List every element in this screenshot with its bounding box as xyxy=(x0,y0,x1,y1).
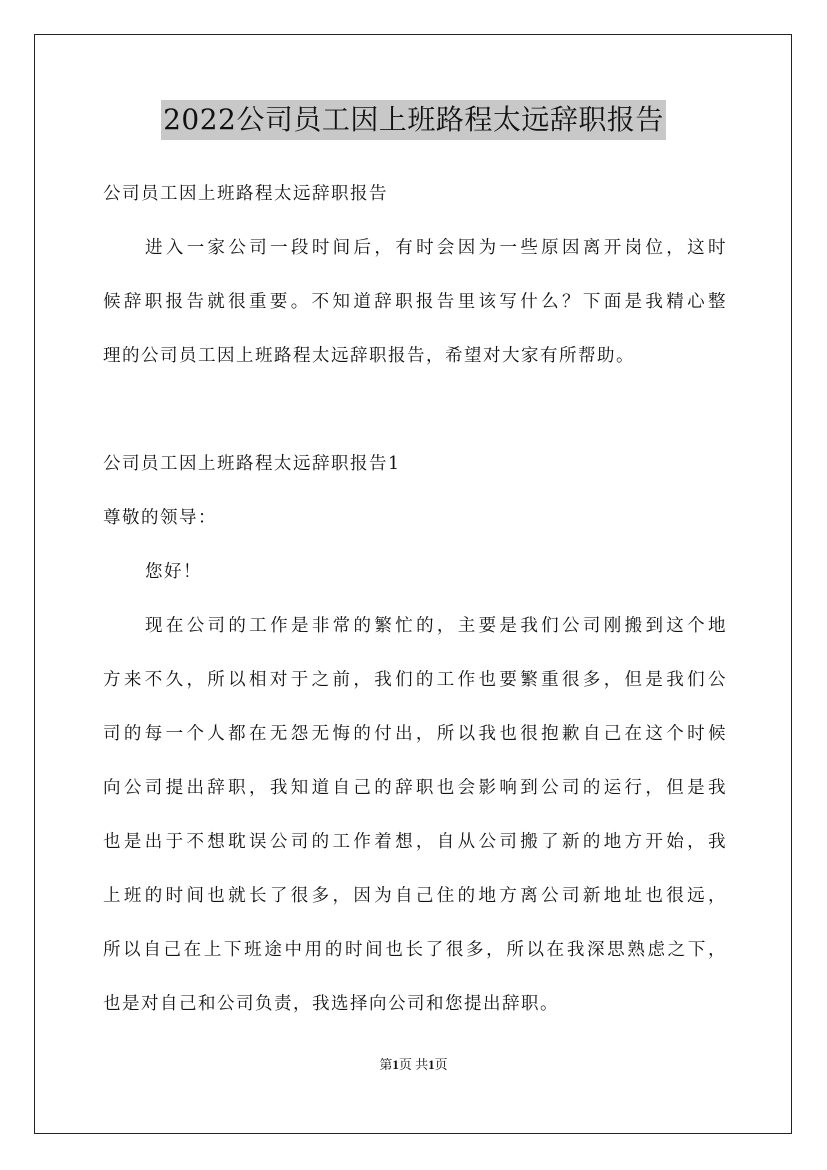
body-line: 向公司提出辞职，我知道自己的辞职也会影响到公司的运行，但是我 xyxy=(103,778,727,798)
body-line: 也是出于不想耽误公司的工作着想，自从公司搬了新的地方开始，我 xyxy=(103,832,727,852)
document-title-text: 2022公司员工因上班路程太远辞职报告 xyxy=(161,100,666,140)
page-footer xyxy=(0,1056,827,1074)
intro-line: 理的公司员工因上班路程太远辞职报告，希望对大家有所帮助。 xyxy=(103,346,635,366)
document-subtitle: 公司员工因上班路程太远辞职报告 xyxy=(103,184,388,204)
salutation: 尊敬的领导： xyxy=(103,508,217,528)
body-line: 上班的时间也就长了很多，因为自己住的地方离公司新地址也很远， xyxy=(103,886,727,906)
body-line: 司的每一个人都在无怨无悔的付出，所以我也很抱歉自己在这个时候 xyxy=(103,724,727,744)
body-line: 方来不久，所以相对于之前，我们的工作也要繁重很多，但是我们公 xyxy=(103,670,727,690)
page-mid: 页 共 xyxy=(398,1057,429,1072)
page-total: 1 xyxy=(428,1057,435,1072)
body-line: 所以自己在上下班途中用的时间也长了很多，所以在我深思熟虑之下， xyxy=(103,940,727,960)
page-prefix: 第 xyxy=(379,1057,393,1072)
section-heading: 公司员工因上班路程太远辞职报告1 xyxy=(103,454,401,474)
intro-line: 进入一家公司一段时间后，有时会因为一些原因离开岗位，这时 xyxy=(145,238,727,258)
page-current: 1 xyxy=(392,1057,399,1072)
greeting: 您好！ xyxy=(145,562,202,582)
intro-line: 候辞职报告就很重要。不知道辞职报告里该写什么？下面是我精心整 xyxy=(103,292,727,312)
page-suffix: 页 xyxy=(434,1057,448,1072)
document-title xyxy=(0,100,827,140)
body-line: 也是对自己和公司负责，我选择向公司和您提出辞职。 xyxy=(103,994,559,1014)
body-line: 现在公司的工作是非常的繁忙的，主要是我们公司刚搬到这个地 xyxy=(145,616,727,636)
